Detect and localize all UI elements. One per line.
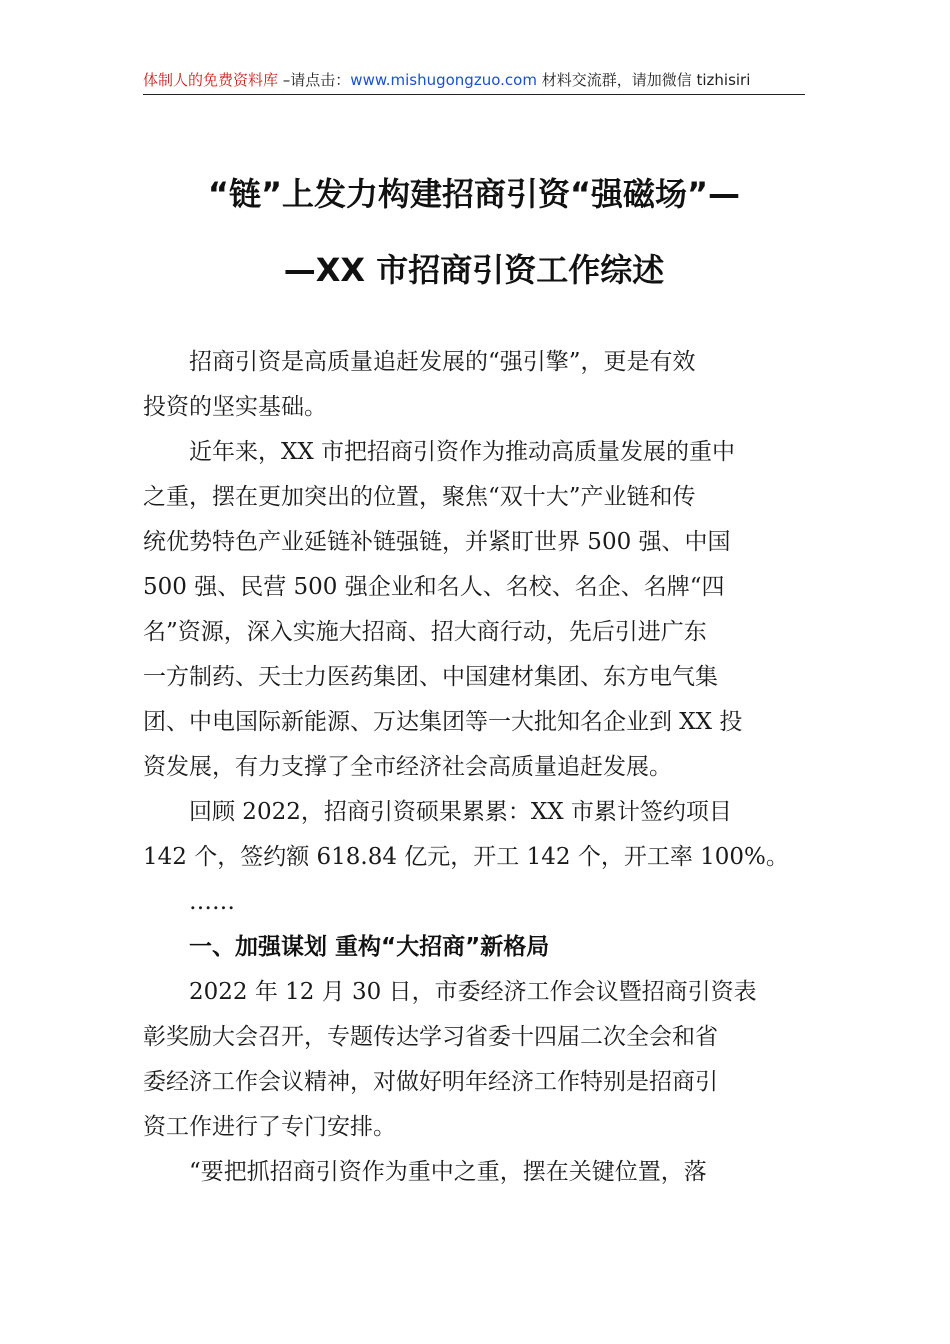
- body-line: 2022 年 12 月 30 日，市委经济工作会议暨招商引资表: [143, 979, 757, 1005]
- body-line: 近年来，XX 市把招商引资作为推动高质量发展的重中: [143, 439, 736, 465]
- body-line: 统优势特色产业延链补链强链，并紧盯世界 500 强、中国: [143, 529, 731, 555]
- body-line: 投资的坚实基础。: [143, 394, 327, 420]
- header-tail: 材料交流群，请加微信 tizhisiri: [536, 71, 751, 89]
- header-brand: 体制人的免费资料库: [143, 71, 279, 89]
- header-prompt: –请点击：: [278, 71, 351, 89]
- body-line: 委经济工作会议精神，对做好明年经济工作特别是招商引: [143, 1069, 718, 1095]
- body-line: 回顾 2022，招商引资硕果累累：XX 市累计签约项目: [143, 799, 732, 825]
- body-line: 资工作进行了专门安排。: [143, 1114, 396, 1140]
- doc-title-line-1: “链”上发力构建招商引资“强磁场”—: [207, 175, 741, 213]
- body-line: “要把抓招商引资作为重中之重，摆在关键位置，落: [143, 1159, 707, 1185]
- page-header: [143, 66, 805, 95]
- body-line: 资发展，有力支撑了全市经济社会高质量追赶发展。: [143, 754, 672, 780]
- body-line: 团、中电国际新能源、万达集团等一大批知名企业到 XX 投: [143, 709, 743, 735]
- body-line: 500 强、民营 500 强企业和名人、名校、名企、名牌“四: [143, 574, 725, 600]
- body-line: 招商引资是高质量追赶发展的“强引擎”，更是有效: [143, 349, 696, 375]
- body-ellipsis: ……: [143, 889, 235, 915]
- header-link[interactable]: www.mishugongzuo.com: [350, 71, 537, 89]
- body-line: 142 个，签约额 618.84 亿元，开工 142 个，开工率 100%。: [143, 844, 789, 870]
- body-line: 彰奖励大会召开，专题传达学习省委十四届二次全会和省: [143, 1024, 718, 1050]
- doc-title-line-2: —XX 市招商引资工作综述: [283, 251, 665, 289]
- body-line: 一方制药、天士力医药集团、中国建材集团、东方电气集: [143, 664, 718, 690]
- body-line: 名”资源，深入实施大招商、招大商行动，先后引进广东: [143, 619, 707, 645]
- body-line: 之重，摆在更加突出的位置，聚焦“双十大”产业链和传: [143, 484, 696, 510]
- section-heading: 一、加强谋划 重构“大招商”新格局: [143, 934, 550, 960]
